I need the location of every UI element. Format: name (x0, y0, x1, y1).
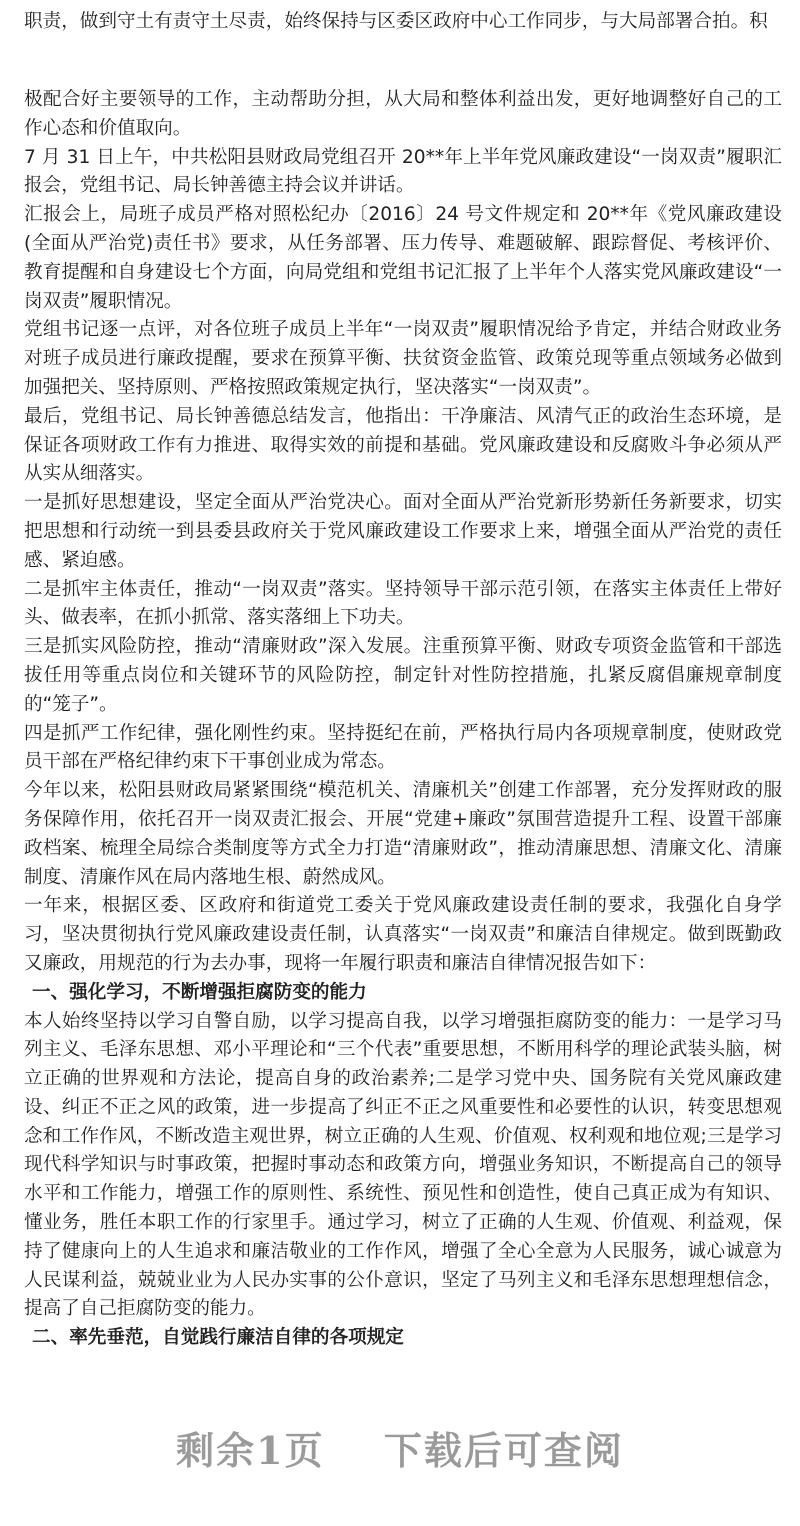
paragraph: 一是抓好思想建设，坚定全面从严治党决心。面对全面从严治党新形势新任务新要求，切实把思想和行动统一到县委县政府关于党风廉政建设工作要求上来，增强全面从严治党的责任感、紧迫感。 (24, 492, 782, 571)
paragraph: 二是抓牢主体责任，推动“一岗双责”落实。坚持领导干部示范引领，在落实主体责任上带好头、做表率，在抓小抓常、落实落细上下功夫。 (24, 578, 782, 629)
remaining-pages-label: 剩余1页 (176, 1428, 325, 1473)
section-heading-1: 一、强化学习，不断增强拒腐防变的能力 (32, 981, 367, 1003)
paragraph: 汇报会上，局班子成员严格对照松纪办〔2016〕24 号文件规定和 20**年《党风廉政建设(全面从严治党)责任书》要求，从任务部署、压力传导、难题破解、跟踪督促、考核评价、教育提醒和自身建设七个方面，向局党组和党组书记汇报了上半年个人落实党风廉政建设“一岗双责”履职情况。 (24, 204, 782, 312)
top-fragment-line: 职责，做到守土有责守土尽责，始终保持与区委区政府中心工作同步，与大局部署合拍。积 (24, 11, 768, 32)
paragraph: 7 月 31 日上午，中共松阳县财政局党组召开 20**年上半年党风廉政建设“一岗双责”履职汇报会，党组书记、局长钟善德主持会议并讲话。 (24, 146, 782, 197)
document-body (24, 86, 782, 1353)
paragraph: 党组书记逐一点评，对各位班子成员上半年“一岗双责”履职情况给予肯定，并结合财政业务对班子成员进行廉政提醒，要求在预算平衡、扶贫资金监管、政策兑现等重点领域务必做到加强把关、坚持原则、严格按照政策规定执行，坚决落实“一岗双责”。 (24, 319, 782, 398)
paragraph: 三是抓实风险防控，推动“清廉财政”深入发展。注重预算平衡、财政专项资金监管和干部选拔任用等重点岗位和关键环节的风险防控，制定针对性防控措施，扎紧反腐倡廉规章制度的“笼子”。 (24, 636, 782, 715)
section-heading-2: 二、率先垂范，自觉践行廉洁自律的各项规定 (32, 1327, 404, 1349)
paragraph: 一年来，根据区委、区政府和街道党工委关于党风廉政建设责任制的要求，我强化自身学习，坚决贯彻执行党风廉政建设责任制，认真落实“一岗双责”和廉洁自律规定。做到既勤政又廉政，用规范的行为去办事，现将一年履行职责和廉洁自律情况报告如下： (24, 895, 782, 974)
paragraph: 最后，党组书记、局长钟善德总结发言，他指出：干净廉洁、风清气正的政治生态环境，是保证各项财政工作有力推进、取得实效的前提和基础。党风廉政建设和反腐败斗争必须从严从实从细落实。 (24, 405, 782, 485)
section-1-body: 本人始终坚持以学习自警自励，以学习提高自我，以学习增强拒腐防变的能力：一是学习马列主义、毛泽东思想、邓小平理论和“三个代表”重要思想，不断用科学的理论武装头脑，树立正确的世界观和方法论，提高自身的政治素养;二是学习党中央、国务院有关党风廉政建设、纠正不正之风的政策，进一步提高了纠正不正之风重要性和必要性的认识，转变思想观念和工作作风，不断改造主观世界，树立正确的人生观、价值观、权利观和地位观;三是学习现代科学知识与时事政策，把握时事动态和政策方向，增强业务知识，不断提高自己的领导水平和工作能力，增强工作的原则性、系统性、预见性和创造性，使自己真正成为有知识、懂业务，胜任本职工作的行家里手。通过学习，树立了正确的人生观、价值观、利益观，保持了健康向上的人生追求和廉洁敬业的工作作风，增强了全心全意为人民服务，诚心诚意为人民谋利益，兢兢业业为人民办实事的公仆意识，坚定了马列主义和毛泽东思想理想信念，提高了自己拒腐防变的能力。 (24, 1010, 782, 1320)
download-to-view-label[interactable]: 下载后可查阅 (383, 1428, 624, 1473)
paragraph: 极配合好主要领导的工作，主动帮助分担，从大局和整体利益出发，更好地调整好自己的工作心态和价值取向。 (24, 89, 782, 139)
paragraph: 四是抓严工作纪律，强化刚性约束。坚持挺纪在前，严格执行局内各项规章制度，使财政党员干部在严格纪律约束下干事创业成为常态。 (24, 722, 782, 773)
download-prompt[interactable] (0, 1420, 800, 1475)
paragraph: 今年以来，松阳县财政局紧紧围绕“模范机关、清廉机关”创建工作部署，充分发挥财政的服务保障作用，依托召开一岗双责汇报会、开展“党建+廉政”氛围营造提升工程、设置干部廉政档案、梳理全局综合类制度等方式全力打造“清廉财政”，推动清廉思想、清廉文化、清廉制度、清廉作风在局内落地生根、蔚然成风。 (24, 780, 782, 888)
